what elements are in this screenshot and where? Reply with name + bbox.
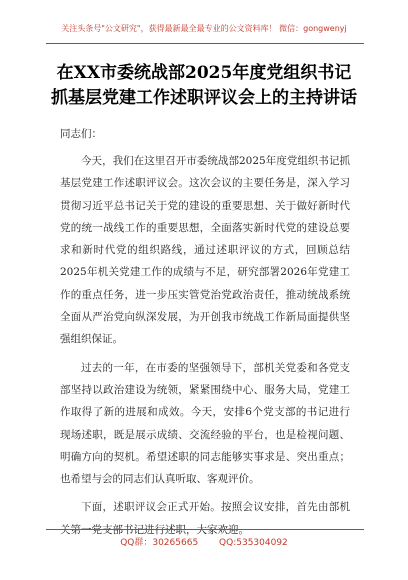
body-paragraph-2: 过去的一年，在市委的坚强领导下，部机关党委和各党支部坚持以政治建设为统领，紧紧围绕中心、服务大局，党建工作取得了新的进展和成效。今天，安排6个党支部的书记进行现场述职，既是展示成绩、交流经验的平台，也是检视问题、明确方向的契机。希望述职的同志能够实事求是、突出重点；也希望与会的同志们认真听取、客观评价。	[60, 361, 350, 486]
body-paragraph-3: 下面，述职评议会正式开始。按照会议安排，首先由部机关第一党支部书记进行述职，大家欢迎。	[60, 501, 350, 536]
body-paragraph-1: 今天，我们在这里召开市委统战部2025年度党组织书记抓基层党建工作述职评议会。这次会议的主要任务是，深入学习贯彻习近平总书记关于党的建设的重要思想、关于做好新时代党的统一战线工作的重要思想，全面落实新时代党的建设总要求和新时代党的组织路线，通过述职评议的方式，回顾总结2025年机关党建工作的成绩与不足，研究部署2026年党建工作的重点任务，进一步压实管党治党政治责任，推动统战系统全面从严治党向纵深发展，为开创我市统战工作新局面提供坚强组织保证。	[60, 155, 350, 346]
header-divider	[46, 43, 364, 44]
footer-qq-group: QQ群：30265665	[120, 538, 199, 548]
footer-contacts	[0, 535, 408, 548]
footer-qq: QQ:535304092	[219, 538, 288, 548]
title-line-1: 在XX市委统战部2025年度党组织书记	[56, 63, 352, 83]
document-title	[0, 61, 408, 111]
document-body	[60, 150, 350, 547]
title-line-2: 抓基层党建工作述职评议会上的主持讲话	[51, 88, 357, 108]
salutation: 同志们：	[60, 128, 102, 140]
header-promo-text: 关注头条号"公文研究"，获得最新最全最专业的公文资料库！ 微信：gongwenyj	[61, 24, 347, 33]
footer-divider	[46, 529, 364, 530]
